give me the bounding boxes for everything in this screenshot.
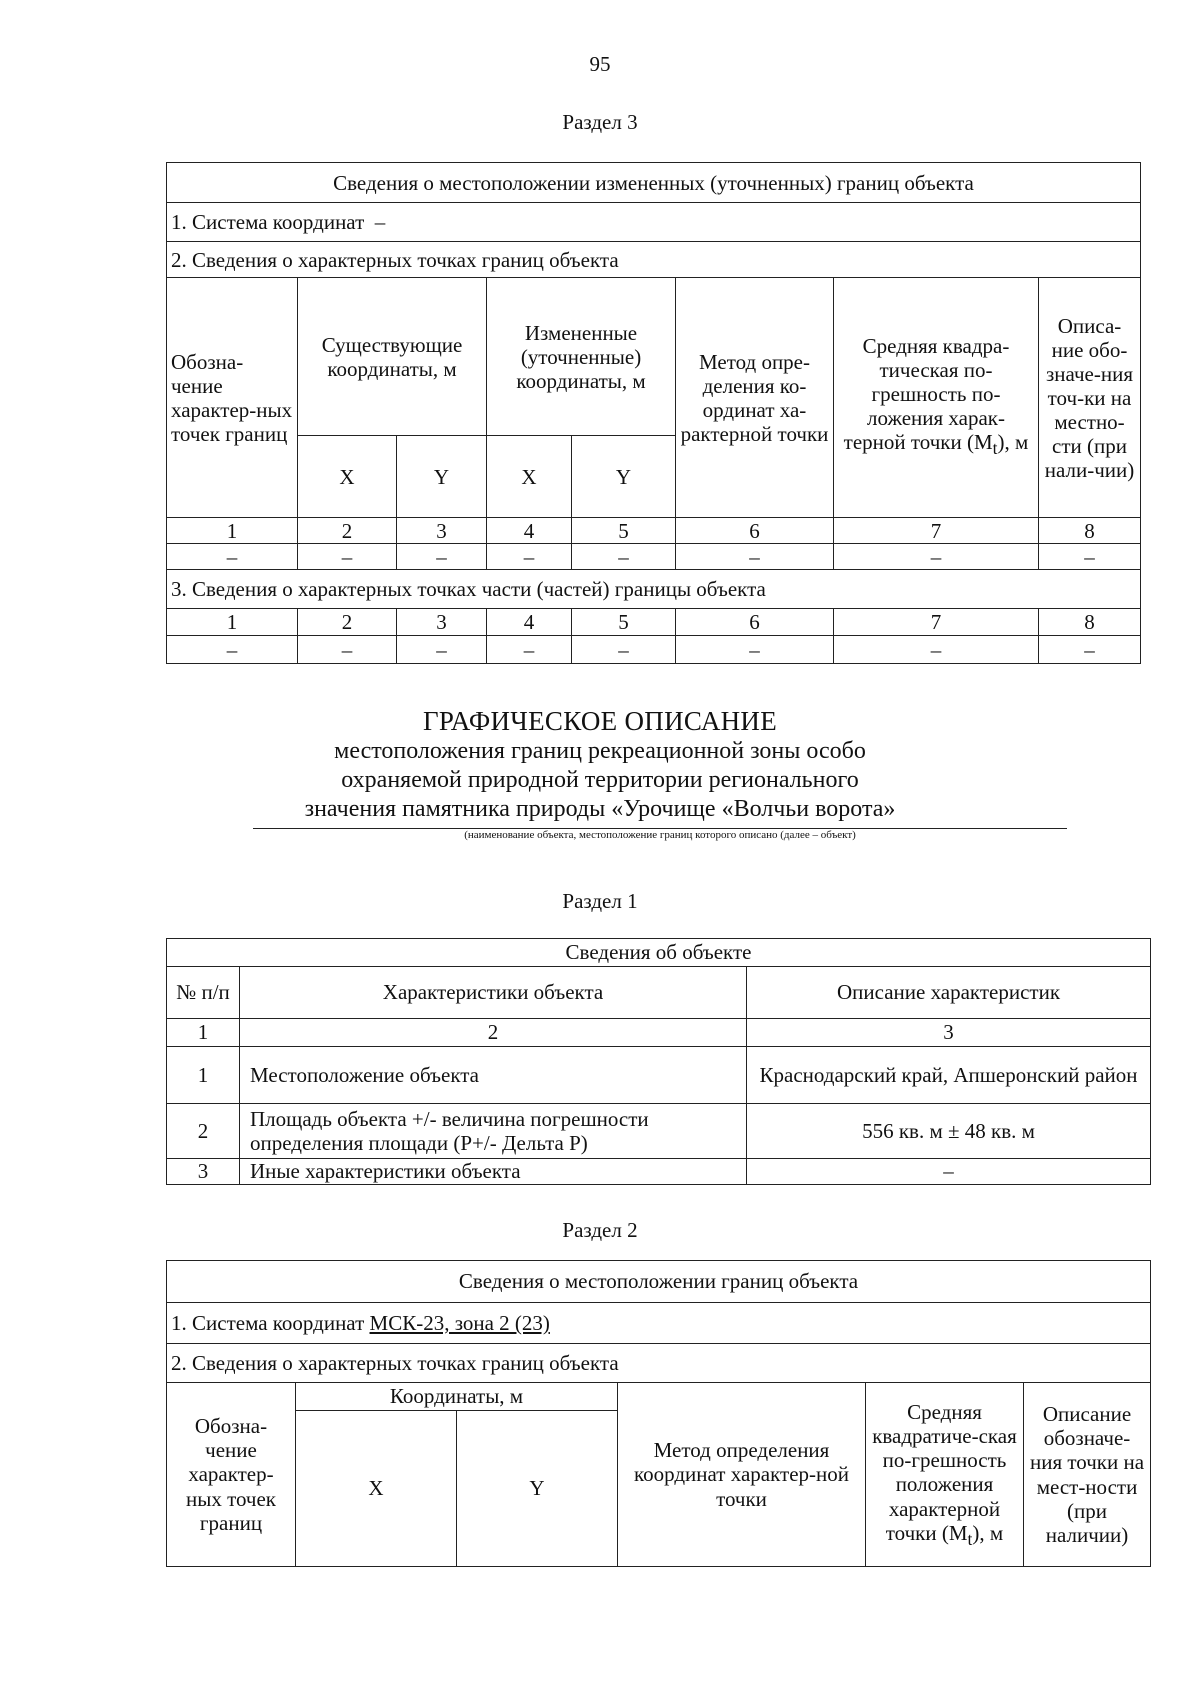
col-number: 1 — [167, 518, 298, 544]
col-number: 2 — [298, 609, 397, 636]
coord-system-label: 1. Система координат — [171, 210, 365, 234]
row-name: Иные характеристики объекта — [240, 1159, 747, 1185]
cell-dash: – — [834, 636, 1039, 664]
table-row — [167, 609, 1141, 636]
cell-dash: – — [487, 636, 572, 664]
section3-table — [166, 162, 1141, 664]
header-characteristics: Характеристики объекта — [240, 967, 747, 1019]
header-x: X — [296, 1411, 457, 1567]
col-number: 8 — [1039, 518, 1141, 544]
cell-dash: – — [298, 544, 397, 570]
header-error-text: Средняя квадра-тическая по-грешность по-ложения харак-терной точки (M — [843, 334, 1010, 455]
cell-dash: – — [1039, 636, 1141, 664]
section2-table — [166, 1260, 1151, 1567]
graphic-line-2: охраняемой природной территории регионального — [341, 767, 859, 793]
col-number: 4 — [487, 518, 572, 544]
col-number: 3 — [747, 1019, 1151, 1047]
header-existing-coords: Существующие координаты, м — [298, 278, 487, 436]
header-method: Метод определения координат характер-ной точки — [618, 1383, 866, 1567]
header-description: Описание обозначе-ния точки на мест-ности (при наличии) — [1024, 1383, 1151, 1567]
section2-points-heading: 2. Сведения о характерных точках границ объекта — [167, 1344, 1151, 1383]
header-description: Описание характеристик — [747, 967, 1151, 1019]
coord-system-value: МСК-23, зона 2 (23) — [369, 1310, 550, 1335]
header-error-tail: ), м — [972, 1520, 1004, 1545]
cell-dash: – — [397, 636, 487, 664]
col-number: 1 — [167, 1019, 240, 1047]
row-name: Местоположение объекта — [240, 1047, 747, 1104]
graphic-line-3: значения памятника природы «Урочище «Волчьи ворота» — [304, 796, 896, 822]
cell-dash: – — [167, 544, 298, 570]
col-number: 2 — [240, 1019, 747, 1047]
page-number: 95 — [589, 52, 611, 76]
col-number: 7 — [834, 518, 1039, 544]
section1-table-title: Сведения об объекте — [167, 939, 1151, 967]
graphic-title: ГРАФИЧЕСКОЕ ОПИСАНИЕ — [422, 706, 778, 736]
header-error-text: Средняя квадратиче-ская по-грешность положения характерной точки (M — [872, 1399, 1017, 1545]
col-number: 6 — [676, 609, 834, 636]
header-description: Описа-ние обо-значе-ния точ-ки на местно-сти (при нали-чии) — [1039, 278, 1141, 518]
section2-coord-system — [167, 1303, 1151, 1344]
row-num: 1 — [167, 1047, 240, 1104]
section3-part-heading: 3. Сведения о характерных точках части (частей) границы объекта — [167, 570, 1141, 609]
section2-heading: Раздел 2 — [562, 1218, 638, 1242]
table-row — [167, 1104, 1151, 1159]
table-row — [167, 544, 1141, 570]
row-num: 3 — [167, 1159, 240, 1185]
header-y: Y — [457, 1411, 618, 1567]
row-value: Краснодарский край, Апшеронский район — [747, 1047, 1151, 1104]
col-number: 3 — [397, 518, 487, 544]
cell-dash: – — [572, 544, 676, 570]
header-designation: Обозна-чение характер-ных точек границ — [167, 278, 298, 518]
row-name: Площадь объекта +/- величина погрешности определения площади (P+/- Дельта P) — [240, 1104, 747, 1159]
cell-dash: – — [397, 544, 487, 570]
table-row — [167, 1019, 1151, 1047]
col-number: 3 — [397, 609, 487, 636]
row-value: 556 кв. м ± 48 кв. м — [747, 1104, 1151, 1159]
header-error-tail: ), м — [997, 430, 1029, 455]
col-number: 7 — [834, 609, 1039, 636]
col-number: 1 — [167, 609, 298, 636]
row-num: 2 — [167, 1104, 240, 1159]
cell-dash: – — [1039, 544, 1141, 570]
cell-dash: – — [834, 544, 1039, 570]
graphic-caption: (наименование объекта, местоположение границ которого описано (далее – объект) — [464, 829, 856, 841]
cell-dash: – — [676, 544, 834, 570]
cell-dash: – — [298, 636, 397, 664]
header-changed-coords: Измененные (уточненные) координаты, м — [487, 278, 676, 436]
table-row — [167, 1047, 1151, 1104]
section2-table-title: Сведения о местоположении границ объекта — [167, 1261, 1151, 1303]
header-existing-y: Y — [397, 436, 487, 518]
header-error-sub: t — [992, 438, 998, 459]
table-row — [167, 636, 1141, 664]
header-method: Метод опре-деления ко-ординат ха-рактерной точки — [676, 278, 834, 518]
col-number: 8 — [1039, 609, 1141, 636]
section1-table — [166, 938, 1151, 1185]
section3-points-heading: 2. Сведения о характерных точках границ объекта — [167, 242, 1141, 278]
col-number: 2 — [298, 518, 397, 544]
header-num: № п/п — [167, 967, 240, 1019]
coord-system-value: – — [374, 210, 386, 234]
section1-heading: Раздел 1 — [562, 889, 638, 913]
header-existing-x: X — [298, 436, 397, 518]
header-coords: Координаты, м — [296, 1383, 618, 1411]
cell-dash: – — [572, 636, 676, 664]
col-number: 5 — [572, 609, 676, 636]
header-error-sub: t — [967, 1528, 973, 1549]
row-value: – — [747, 1159, 1151, 1185]
cell-dash: – — [487, 544, 572, 570]
graphic-line-1: местоположения границ рекреационной зоны особо — [334, 738, 866, 764]
col-number: 6 — [676, 518, 834, 544]
header-changed-x: X — [487, 436, 572, 518]
coord-system-label: 1. Система координат — [171, 1310, 365, 1335]
cell-dash: – — [167, 636, 298, 664]
col-number: 5 — [572, 518, 676, 544]
header-changed-y: Y — [572, 436, 676, 518]
col-number: 4 — [487, 609, 572, 636]
section3-table-title: Сведения о местоположении измененных (уточненных) границ объекта — [167, 163, 1141, 203]
header-designation: Обозна-чение характер-ных точек границ — [167, 1383, 296, 1567]
table-row — [167, 518, 1141, 544]
section3-coord-system — [167, 203, 1141, 242]
header-error — [834, 278, 1039, 518]
table-row — [167, 1159, 1151, 1185]
section3-heading: Раздел 3 — [562, 110, 638, 134]
cell-dash: – — [676, 636, 834, 664]
header-error — [866, 1383, 1024, 1567]
